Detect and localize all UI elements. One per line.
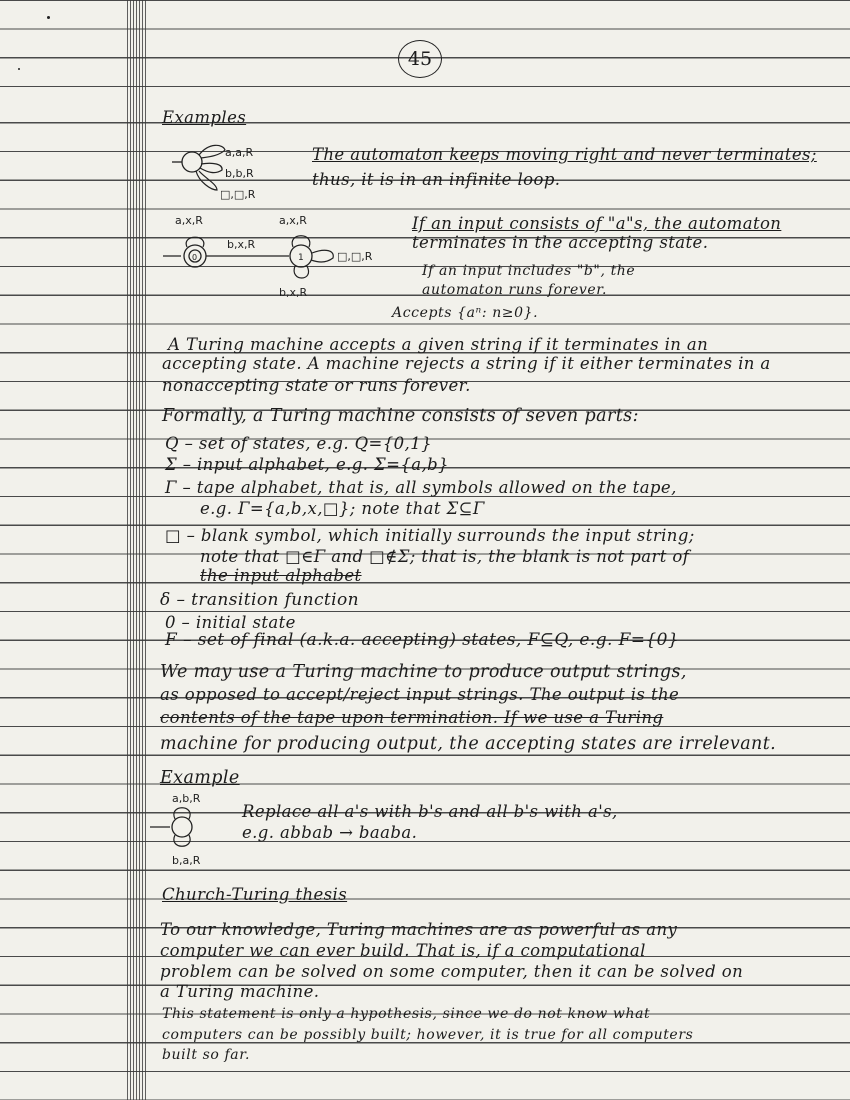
- output-text-line: contents of the tape upon termination. If we use a Turing: [160, 708, 664, 727]
- hypothesis-text-line: built so far.: [162, 1047, 251, 1063]
- loop-automaton-diagram: [175, 138, 285, 203]
- church-text-line: computer we can ever build. That is, if a computational: [160, 941, 646, 960]
- two-state-automaton-diagram: [165, 210, 390, 300]
- tm-part-line: F – set of final (a.k.a. accepting) states, F⊆Q, e.g. F={0}: [165, 630, 680, 650]
- transition-label: b,x,R: [227, 238, 256, 251]
- output-text-line: machine for producing output, the accepting states are irrelevant.: [160, 734, 777, 754]
- margin-rule: [127, 0, 147, 1100]
- transition-label: □,□,R: [220, 188, 256, 201]
- transition-label: b,b,R: [225, 167, 254, 180]
- tm-part-line: Σ – input alphabet, e.g. Σ={a,b}: [165, 455, 449, 474]
- output-text-line: We may use a Turing machine to produce output strings,: [160, 662, 687, 682]
- state-circle: [172, 817, 192, 837]
- examples-heading: Examples: [162, 108, 247, 127]
- hypothesis-text-line: This statement is only a hypothesis, since we do not know what: [162, 1006, 651, 1022]
- transition-label: a,a,R: [225, 146, 254, 159]
- loop-arrow-a: [199, 145, 225, 158]
- church-turing-heading: Church-Turing thesis: [162, 885, 348, 904]
- state-label: 1: [298, 253, 304, 263]
- church-text-line: To our knowledge, Turing machines are as powerful as any: [160, 920, 678, 939]
- church-text-line: problem can be solved on some computer, then it can be solved on: [160, 962, 744, 981]
- transition-label: a,x,R: [175, 214, 203, 227]
- loop-arrow-b: [294, 266, 308, 278]
- tm-part-line: Q – set of states, e.g. Q={0,1}: [165, 434, 432, 453]
- loop-arrow-blank: [311, 250, 333, 262]
- example2-desc-line: If an input includes "b", the: [422, 263, 636, 279]
- transition-label: b,x,R: [279, 286, 308, 299]
- tm-part-line: Γ – tape alphabet, that is, all symbols allowed on the tape,: [165, 478, 677, 497]
- loop-arrow-b: [200, 163, 222, 172]
- example2-desc-line: terminates in the accepting state.: [412, 233, 709, 252]
- church-text-line: a Turing machine.: [160, 982, 320, 1001]
- accept-text-line: A Turing machine accepts a given string if it terminates in an: [168, 335, 709, 354]
- page-number: 45: [398, 40, 442, 78]
- accepts-formula: Accepts {aⁿ: n≥0}.: [392, 305, 539, 321]
- transition-label: a,x,R: [279, 214, 307, 227]
- example2-desc-line: If an input consists of "a"s, the automaton: [412, 214, 782, 233]
- transition-label: b,a,R: [172, 854, 201, 867]
- tm-part-line: note that □∈Γ and □∉Σ; that is, the blank is not part of: [200, 547, 690, 566]
- loop-arrow-blank: [196, 171, 217, 190]
- speck: [47, 16, 50, 19]
- example3-desc-line: Replace all a's with b's and all b's with a's,: [242, 802, 618, 821]
- example2-desc-line: automaton runs forever.: [422, 282, 608, 298]
- example1-desc-line: thus, it is in an infinite loop.: [312, 170, 561, 189]
- tm-part-line: e.g. Γ={a,b,x,□}; note that Σ⊆Γ: [200, 499, 485, 518]
- example3-desc-line: e.g. abbab → baaba.: [242, 823, 418, 842]
- transition-label: □,□,R: [337, 250, 373, 263]
- tm-part-line: δ – transition function: [160, 590, 359, 610]
- speck: [18, 68, 20, 70]
- tm-part-line: 0 – initial state: [165, 613, 296, 632]
- swap-automaton-diagram: [150, 792, 240, 872]
- output-text-line: as opposed to accept/reject input strings. The output is the: [160, 685, 680, 704]
- accept-text-line: nonaccepting state or runs forever.: [162, 376, 471, 395]
- example-heading: Example: [160, 768, 240, 788]
- example1-desc-line: The automaton keeps moving right and never terminates;: [312, 145, 817, 164]
- state-label: 0: [192, 253, 198, 262]
- accept-text-line: accepting state. A machine rejects a string if it either terminates in a: [162, 354, 771, 373]
- tm-part-line: the input alphabet: [200, 566, 362, 585]
- transition-label: a,b,R: [172, 792, 201, 805]
- formally-line: Formally, a Turing machine consists of seven parts:: [162, 406, 639, 426]
- hypothesis-text-line: computers can be possibly built; however, it is true for all computers: [162, 1027, 694, 1043]
- tm-part-line: □ – blank symbol, which initially surrounds the input string;: [165, 526, 695, 545]
